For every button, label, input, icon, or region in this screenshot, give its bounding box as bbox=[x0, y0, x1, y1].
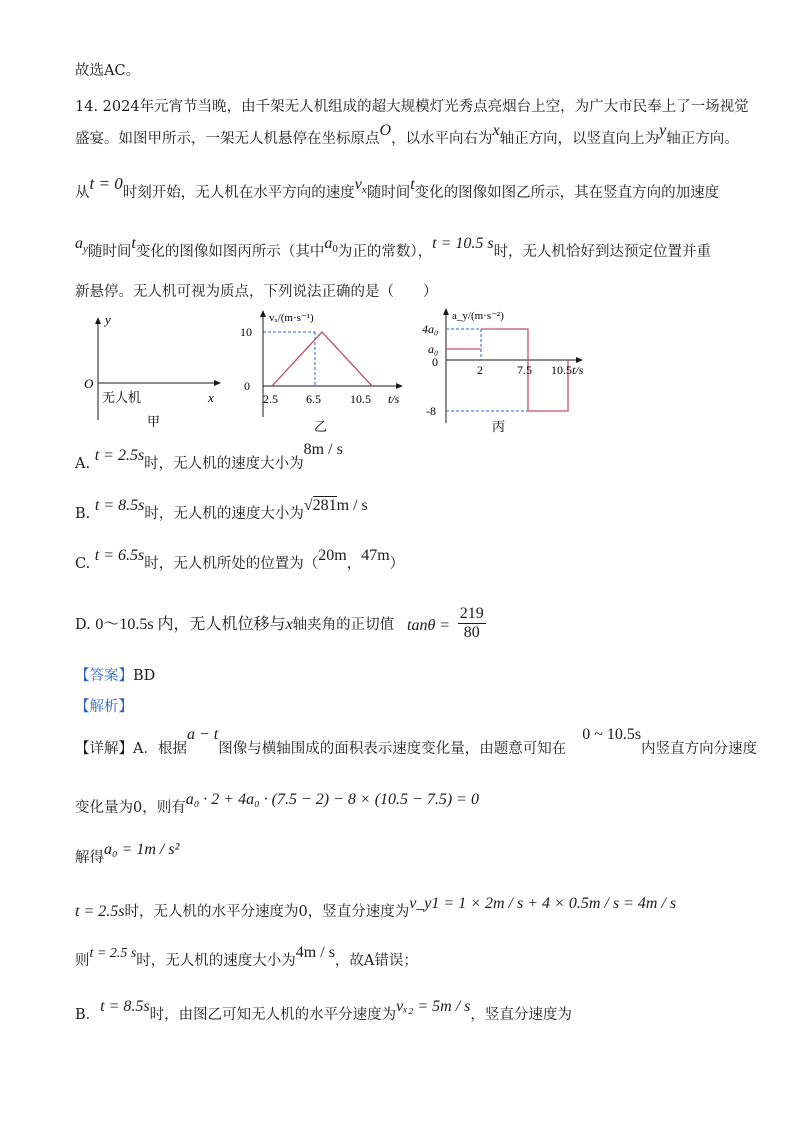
option-a: A. t = 2.5s时，无人机的速度大小为8m / s bbox=[75, 441, 343, 472]
option-c: C. t = 6.5s时，无人机所处的位置为（20m，47m） bbox=[75, 547, 405, 572]
jia-drone-label: 无人机 bbox=[102, 390, 142, 405]
bing-t-label: t/s bbox=[572, 363, 584, 377]
numerator: 219 bbox=[459, 605, 484, 622]
question-line-2: 盛宴。如图甲所示，一架无人机悬停在坐标原点O，以水平向右为x轴正方向，以竖直向上为y轴正方向。 bbox=[75, 122, 739, 147]
bing-caption: 丙 bbox=[492, 419, 506, 434]
yi-caption: 乙 bbox=[314, 419, 328, 434]
analysis-label: 【解析】 bbox=[75, 699, 133, 715]
detail-line-1: 【详解】A．根据a − t图像与横轴围成的面积表示速度变化量，由题意可知在0 ~ 10.5s内竖直方向分速度 bbox=[75, 726, 758, 757]
fraction bbox=[458, 605, 486, 642]
bing-tick-4a0: 4a₀ bbox=[422, 322, 439, 336]
origin-symbol: O bbox=[379, 122, 392, 139]
yi-t-label: t/s bbox=[388, 392, 400, 406]
yi-tick-2-5: 2.5 bbox=[263, 392, 278, 406]
bing-tick-a0: a₀ bbox=[428, 342, 439, 356]
question-line-5: 新悬停。无人机可视为质点，下列说法正确的是（ ） bbox=[75, 284, 438, 300]
bing-tick-neg8: -8 bbox=[426, 404, 436, 418]
equation-sum-zero: a₀ · 2 + 4a₀ · (7.5 − 2) − 8 × (10.5 − 7.5) = 0 bbox=[185, 791, 479, 808]
question-line-3: 从t = 0时刻开始，无人机在水平方向的速度$v_x$随时间t变化的图像如图乙所示，其在竖直方向的加速度 bbox=[75, 174, 720, 201]
detail-line-4: t = 2.5s时，无人机的水平分速度为0，竖直分速度为v_y1 = 1 × 2m / s + 4 × 0.5m / s = 4m / s bbox=[75, 895, 677, 920]
jia-x-label: x bbox=[208, 390, 214, 405]
figure-yi bbox=[232, 305, 410, 435]
tan-expression: tanθ = $\frac{219}{80}$ bbox=[407, 605, 484, 641]
equation-vy1: v_y1 = 1 × 2m / s + 4 × 0.5m / s = 4m / s bbox=[409, 895, 677, 912]
bing-tick-0: 0 bbox=[432, 355, 438, 369]
detail-line-2: 变化量为0，则有a₀ · 2 + 4a₀ · (7.5 − 2) − 8 × (10.5 − 7.5) = 0 bbox=[75, 791, 479, 816]
question-text: 2024年元宵节当晚，由千架无人机组成的超大规模灯光秀点亮烟台上空，为广大市民奉上了一场视觉 bbox=[102, 99, 749, 115]
yi-velocity-line bbox=[272, 332, 372, 386]
answer-label: 【答案】 bbox=[75, 668, 133, 684]
question-line-4: $a_y$随时间t变化的图像如图丙所示（其中$a_0$为正的常数），t = 10.5 s时，无人机恰好到达预定位置并重 bbox=[75, 235, 712, 260]
figure-bing bbox=[420, 305, 590, 435]
jia-y-label: y bbox=[105, 312, 111, 327]
yi-tick-0: 0 bbox=[244, 379, 250, 393]
yi-tick-10: 10 bbox=[240, 325, 252, 339]
question-line-1 bbox=[75, 100, 749, 115]
option-b: B. t = 8.5s时，无人机的速度大小为√281m / s bbox=[75, 497, 368, 522]
option-d: D. 0～10.5s 内，无人机位移与x轴夹角的正切值 bbox=[75, 616, 395, 633]
detail-line-6: B．t = 8.5s时，由图乙可知无人机的水平分速度为vₓ₂ = 5m / s，竖直分速度为 bbox=[75, 998, 572, 1023]
answer-line bbox=[75, 669, 155, 684]
detail-line-3: 解得a₀ = 1m / s² bbox=[75, 841, 180, 866]
answer-value: BD bbox=[133, 668, 156, 684]
yi-y-label: vₓ/(m·s⁻¹) bbox=[269, 312, 314, 324]
yi-tick-6-5: 6.5 bbox=[306, 392, 321, 406]
jia-caption: 甲 bbox=[147, 414, 161, 429]
bing-tick-2: 2 bbox=[477, 363, 483, 377]
sqrt-expression: √281m / s bbox=[303, 497, 368, 514]
equation-a0: a₀ = 1m / s² bbox=[104, 841, 180, 858]
bing-tick-10-5: 10.5 bbox=[551, 363, 572, 377]
yi-tick-10-5: 10.5 bbox=[350, 392, 371, 406]
bing-y-label: a_y/(m·s⁻²) bbox=[452, 310, 504, 322]
jia-origin-label: O bbox=[84, 376, 94, 391]
denominator: 80 bbox=[463, 624, 480, 641]
previous-conclusion: 故选AC。 bbox=[75, 63, 141, 79]
bing-tick-7-5: 7.5 bbox=[517, 363, 532, 377]
question-number: 14. bbox=[75, 99, 99, 115]
detail-line-5: 则t = 2.5 s时，无人机的速度大小为4m / s，故A错误； bbox=[75, 944, 418, 969]
figure-jia bbox=[80, 310, 230, 430]
